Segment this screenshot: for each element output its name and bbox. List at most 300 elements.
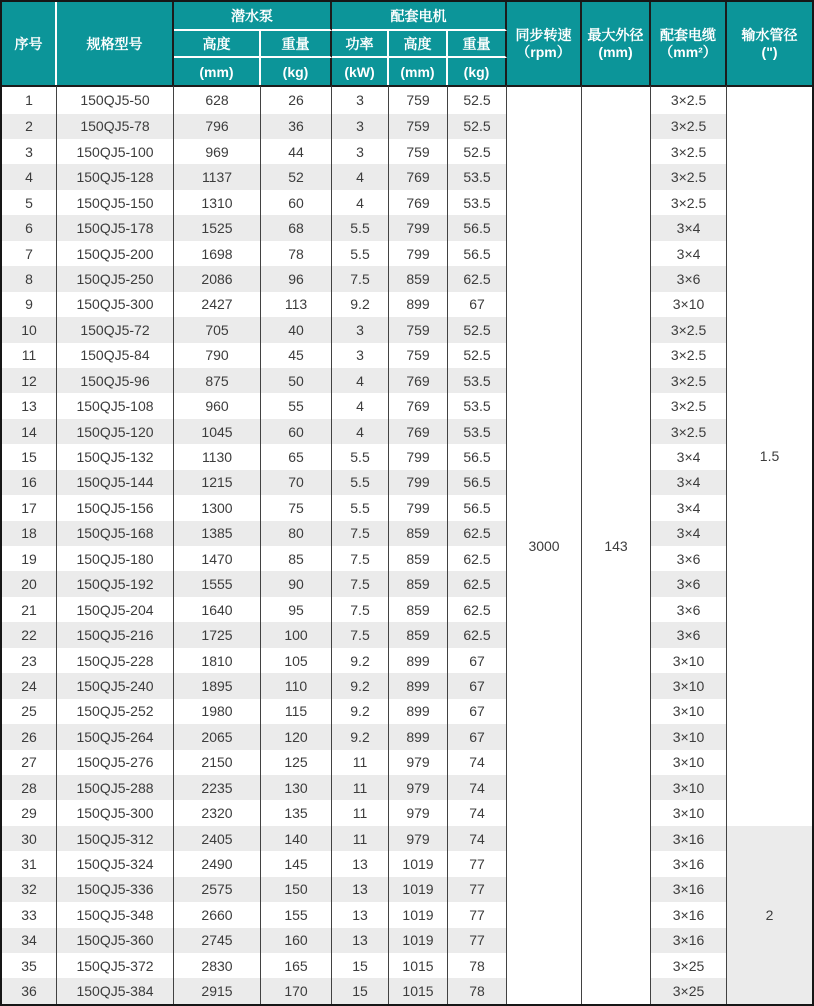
table-row [2,266,812,291]
max-od-unit: (mm) [598,43,633,60]
power-cell: 4 [332,419,389,444]
row-no-cell: 11 [2,343,57,368]
sync-speed-label: 同步转速 [515,26,572,43]
motor-weight-cell: 53.5 [448,393,507,418]
unit-motor-height: (mm) [389,58,448,85]
row-no-cell: 7 [2,241,57,266]
pump-weight-cell: 105 [261,648,332,673]
row-no-cell: 8 [2,266,57,291]
model-cell: 150QJ5-300 [57,292,174,317]
table-row [2,673,812,698]
row-no-cell: 1 [2,85,57,114]
pump-weight-cell: 170 [261,978,332,1004]
table-row [2,292,812,317]
row-no-cell: 31 [2,851,57,876]
cable-cell: 3×16 [651,902,727,927]
model-cell: 150QJ5-108 [57,393,174,418]
model-cell: 150QJ5-50 [57,85,174,114]
pump-height-cell: 628 [174,85,261,114]
col-header-model: 规格型号 [57,2,174,85]
motor-weight-cell: 56.5 [448,241,507,266]
motor-height-cell: 1019 [389,928,448,953]
cable-cell: 3×25 [651,978,727,1004]
motor-height-cell: 799 [389,444,448,469]
unit-pump-height: (mm) [174,58,261,85]
pump-weight-cell: 40 [261,317,332,342]
power-cell: 7.5 [332,521,389,546]
row-no-cell: 13 [2,393,57,418]
model-cell: 150QJ5-312 [57,826,174,851]
model-cell: 150QJ5-100 [57,139,174,164]
pump-weight-cell: 113 [261,292,332,317]
pipe-unit: (") [761,43,778,60]
pump-weight-cell: 96 [261,266,332,291]
table-row [2,928,812,953]
pump-weight-cell: 90 [261,571,332,596]
model-cell: 150QJ5-336 [57,877,174,902]
motor-height-cell: 899 [389,673,448,698]
model-cell: 150QJ5-120 [57,419,174,444]
pump-weight-cell: 52 [261,164,332,189]
row-no-cell: 30 [2,826,57,851]
motor-weight-cell: 77 [448,928,507,953]
col-group-motor: 配套电机 [332,2,507,31]
pump-height-cell: 1215 [174,470,261,495]
model-cell: 150QJ5-180 [57,546,174,571]
motor-weight-cell: 78 [448,978,507,1004]
table-row [2,775,812,800]
motor-weight-cell: 62.5 [448,597,507,622]
motor-weight-cell: 77 [448,877,507,902]
pump-height-cell: 2660 [174,902,261,927]
table-row [2,470,812,495]
model-cell: 150QJ5-300 [57,800,174,825]
row-no-cell: 14 [2,419,57,444]
cable-cell: 3×16 [651,928,727,953]
sync-speed-unit: （rpm） [516,43,571,60]
motor-height-cell: 759 [389,85,448,114]
cable-cell: 3×4 [651,444,727,469]
row-no-cell: 33 [2,902,57,927]
motor-weight-cell: 67 [448,292,507,317]
pump-height-cell: 1470 [174,546,261,571]
pump-height-cell: 2086 [174,266,261,291]
model-cell: 150QJ5-250 [57,266,174,291]
cable-cell: 3×2.5 [651,393,727,418]
pipe-label: 输水管径 [741,26,798,43]
table-row [2,571,812,596]
cable-cell: 3×10 [651,800,727,825]
model-cell: 150QJ5-78 [57,114,174,139]
power-cell: 11 [332,775,389,800]
motor-height-cell: 979 [389,775,448,800]
pump-height-cell: 2490 [174,851,261,876]
power-cell: 9.2 [332,724,389,749]
cable-cell: 3×25 [651,953,727,978]
cable-label: 配套电缆 [660,26,717,43]
cable-cell: 3×10 [651,724,727,749]
table-row [2,368,812,393]
cable-cell: 3×6 [651,266,727,291]
col-header-sync-speed [507,2,582,85]
power-cell: 5.5 [332,241,389,266]
cable-cell: 3×6 [651,571,727,596]
pump-weight-cell: 85 [261,546,332,571]
power-cell: 11 [332,750,389,775]
cable-cell: 3×6 [651,546,727,571]
table-row [2,393,812,418]
pump-weight-cell: 44 [261,139,332,164]
cable-cell: 3×6 [651,597,727,622]
cable-cell: 3×4 [651,241,727,266]
model-cell: 150QJ5-84 [57,343,174,368]
pump-weight-cell: 150 [261,877,332,902]
pipe-cell: 1.5 [727,85,812,826]
pump-height-cell: 2427 [174,292,261,317]
pump-height-cell: 2150 [174,750,261,775]
pump-height-cell: 969 [174,139,261,164]
motor-height-cell: 899 [389,648,448,673]
motor-weight-cell: 67 [448,673,507,698]
row-no-cell: 22 [2,622,57,647]
power-cell: 7.5 [332,266,389,291]
pump-height-cell: 2320 [174,800,261,825]
model-cell: 150QJ5-168 [57,521,174,546]
model-cell: 150QJ5-192 [57,571,174,596]
motor-weight-cell: 53.5 [448,368,507,393]
cable-cell: 3×10 [651,699,727,724]
unit-motor-power: (kW) [332,58,389,85]
table-row [2,114,812,139]
power-cell: 5.5 [332,470,389,495]
cable-cell: 3×16 [651,851,727,876]
row-no-cell: 18 [2,521,57,546]
row-no-cell: 36 [2,978,57,1004]
pipe-cell: 2 [727,826,812,1004]
motor-weight-cell: 52.5 [448,317,507,342]
cable-cell: 3×2.5 [651,190,727,215]
pump-weight-cell: 80 [261,521,332,546]
motor-height-cell: 799 [389,495,448,520]
model-cell: 150QJ5-144 [57,470,174,495]
pump-weight-cell: 125 [261,750,332,775]
pump-height-cell: 2575 [174,877,261,902]
table-row [2,750,812,775]
table-header [2,2,812,85]
power-cell: 7.5 [332,622,389,647]
pump-height-cell: 1045 [174,419,261,444]
col-header-motor-height: 高度 [389,31,448,58]
col-header-index: 序号 [2,2,57,85]
table-row [2,622,812,647]
row-no-cell: 27 [2,750,57,775]
pump-weight-cell: 70 [261,470,332,495]
power-cell: 5.5 [332,444,389,469]
pump-weight-cell: 130 [261,775,332,800]
motor-weight-cell: 62.5 [448,266,507,291]
table-row [2,648,812,673]
model-cell: 150QJ5-156 [57,495,174,520]
motor-weight-cell: 77 [448,902,507,927]
motor-weight-cell: 52.5 [448,85,507,114]
table-row [2,699,812,724]
row-no-cell: 28 [2,775,57,800]
pump-height-cell: 1640 [174,597,261,622]
cable-cell: 3×10 [651,673,727,698]
table-row [2,521,812,546]
motor-height-cell: 1015 [389,953,448,978]
pump-weight-cell: 135 [261,800,332,825]
table-row [2,190,812,215]
row-no-cell: 26 [2,724,57,749]
pump-weight-cell: 160 [261,928,332,953]
model-cell: 150QJ5-150 [57,190,174,215]
motor-weight-cell: 62.5 [448,571,507,596]
sync-speed-cell: 3000 [507,85,582,1004]
pump-weight-cell: 155 [261,902,332,927]
pump-weight-cell: 140 [261,826,332,851]
power-cell: 4 [332,368,389,393]
cable-cell: 3×2.5 [651,85,727,114]
unit-pump-weight: (kg) [261,58,332,85]
pump-height-cell: 1385 [174,521,261,546]
pump-height-cell: 1310 [174,190,261,215]
table-row [2,444,812,469]
cable-cell: 3×16 [651,877,727,902]
pump-weight-cell: 50 [261,368,332,393]
table-row [2,215,812,240]
row-no-cell: 21 [2,597,57,622]
table-row [2,546,812,571]
motor-height-cell: 799 [389,215,448,240]
pump-height-cell: 1725 [174,622,261,647]
row-no-cell: 29 [2,800,57,825]
pump-height-cell: 2065 [174,724,261,749]
row-no-cell: 19 [2,546,57,571]
motor-height-cell: 899 [389,292,448,317]
pump-height-cell: 1300 [174,495,261,520]
motor-height-cell: 859 [389,571,448,596]
model-cell: 150QJ5-240 [57,673,174,698]
power-cell: 3 [332,317,389,342]
table-row [2,495,812,520]
table-row [2,164,812,189]
motor-weight-cell: 52.5 [448,343,507,368]
motor-height-cell: 1019 [389,902,448,927]
pump-weight-cell: 55 [261,393,332,418]
power-cell: 9.2 [332,699,389,724]
row-no-cell: 35 [2,953,57,978]
row-no-cell: 32 [2,877,57,902]
table-row [2,851,812,876]
motor-weight-cell: 67 [448,699,507,724]
power-cell: 13 [332,928,389,953]
motor-height-cell: 769 [389,190,448,215]
power-cell: 15 [332,953,389,978]
pump-height-cell: 1980 [174,699,261,724]
table-row [2,85,812,114]
pump-height-cell: 1810 [174,648,261,673]
cable-cell: 3×4 [651,521,727,546]
model-cell: 150QJ5-96 [57,368,174,393]
model-cell: 150QJ5-288 [57,775,174,800]
table-row [2,597,812,622]
power-cell: 9.2 [332,648,389,673]
motor-weight-cell: 78 [448,953,507,978]
pump-height-cell: 2405 [174,826,261,851]
cable-cell: 3×2.5 [651,114,727,139]
cable-cell: 3×2.5 [651,419,727,444]
motor-height-cell: 1019 [389,877,448,902]
pump-height-cell: 1555 [174,571,261,596]
max-od-label: 最大外径 [587,26,644,43]
power-cell: 13 [332,877,389,902]
cable-cell: 3×10 [651,648,727,673]
row-no-cell: 17 [2,495,57,520]
cable-cell: 3×16 [651,826,727,851]
pump-height-cell: 2915 [174,978,261,1004]
pump-weight-cell: 26 [261,85,332,114]
row-no-cell: 15 [2,444,57,469]
cable-cell: 3×10 [651,775,727,800]
motor-height-cell: 769 [389,164,448,189]
row-no-cell: 5 [2,190,57,215]
pump-weight-cell: 145 [261,851,332,876]
motor-weight-cell: 56.5 [448,495,507,520]
cable-cell: 3×10 [651,750,727,775]
pump-spec-table [2,2,812,1004]
motor-height-cell: 799 [389,470,448,495]
pump-weight-cell: 60 [261,190,332,215]
model-cell: 150QJ5-348 [57,902,174,927]
motor-height-cell: 979 [389,826,448,851]
pump-height-cell: 2745 [174,928,261,953]
model-cell: 150QJ5-132 [57,444,174,469]
motor-weight-cell: 62.5 [448,546,507,571]
pump-weight-cell: 100 [261,622,332,647]
pump-height-cell: 1130 [174,444,261,469]
model-cell: 150QJ5-264 [57,724,174,749]
motor-weight-cell: 62.5 [448,521,507,546]
motor-height-cell: 899 [389,724,448,749]
col-header-pipe [727,2,812,85]
motor-height-cell: 979 [389,750,448,775]
cable-cell: 3×4 [651,470,727,495]
row-no-cell: 20 [2,571,57,596]
model-cell: 150QJ5-384 [57,978,174,1004]
row-no-cell: 24 [2,673,57,698]
pump-height-cell: 1698 [174,241,261,266]
row-no-cell: 16 [2,470,57,495]
row-no-cell: 12 [2,368,57,393]
power-cell: 4 [332,190,389,215]
motor-weight-cell: 56.5 [448,470,507,495]
table-row [2,953,812,978]
pump-height-cell: 790 [174,343,261,368]
cable-cell: 3×4 [651,495,727,520]
motor-weight-cell: 62.5 [448,622,507,647]
motor-weight-cell: 52.5 [448,139,507,164]
motor-weight-cell: 74 [448,826,507,851]
motor-weight-cell: 52.5 [448,114,507,139]
table-row [2,800,812,825]
motor-height-cell: 859 [389,546,448,571]
power-cell: 3 [332,114,389,139]
motor-weight-cell: 56.5 [448,215,507,240]
model-cell: 150QJ5-372 [57,953,174,978]
motor-height-cell: 859 [389,622,448,647]
row-no-cell: 25 [2,699,57,724]
table-row [2,877,812,902]
motor-weight-cell: 56.5 [448,444,507,469]
power-cell: 7.5 [332,597,389,622]
power-cell: 13 [332,902,389,927]
row-no-cell: 6 [2,215,57,240]
col-header-max-od [582,2,651,85]
model-cell: 150QJ5-324 [57,851,174,876]
motor-height-cell: 859 [389,266,448,291]
unit-motor-weight: (kg) [448,58,507,85]
motor-height-cell: 759 [389,317,448,342]
motor-height-cell: 769 [389,368,448,393]
table-row [2,978,812,1004]
motor-weight-cell: 74 [448,800,507,825]
model-cell: 150QJ5-204 [57,597,174,622]
motor-weight-cell: 74 [448,750,507,775]
power-cell: 11 [332,826,389,851]
table-row [2,317,812,342]
model-cell: 150QJ5-72 [57,317,174,342]
cable-cell: 3×2.5 [651,317,727,342]
motor-weight-cell: 53.5 [448,164,507,189]
cable-unit: （mm²） [659,43,717,60]
pump-weight-cell: 68 [261,215,332,240]
col-header-motor-weight: 重量 [448,31,507,58]
row-no-cell: 10 [2,317,57,342]
cable-cell: 3×4 [651,215,727,240]
row-no-cell: 23 [2,648,57,673]
motor-height-cell: 979 [389,800,448,825]
motor-weight-cell: 77 [448,851,507,876]
model-cell: 150QJ5-276 [57,750,174,775]
header-row-groups [2,2,812,31]
pump-weight-cell: 95 [261,597,332,622]
motor-height-cell: 759 [389,343,448,368]
power-cell: 5.5 [332,495,389,520]
pump-weight-cell: 165 [261,953,332,978]
motor-height-cell: 759 [389,114,448,139]
pump-weight-cell: 45 [261,343,332,368]
row-no-cell: 9 [2,292,57,317]
power-cell: 7.5 [332,571,389,596]
cable-cell: 3×2.5 [651,139,727,164]
pump-weight-cell: 65 [261,444,332,469]
motor-height-cell: 859 [389,597,448,622]
model-cell: 150QJ5-252 [57,699,174,724]
pump-height-cell: 2830 [174,953,261,978]
motor-height-cell: 799 [389,241,448,266]
motor-height-cell: 759 [389,139,448,164]
table-body [2,85,812,1004]
table-row [2,724,812,749]
power-cell: 15 [332,978,389,1004]
motor-height-cell: 1019 [389,851,448,876]
power-cell: 7.5 [332,546,389,571]
pump-weight-cell: 60 [261,419,332,444]
power-cell: 4 [332,164,389,189]
pump-height-cell: 875 [174,368,261,393]
power-cell: 9.2 [332,292,389,317]
